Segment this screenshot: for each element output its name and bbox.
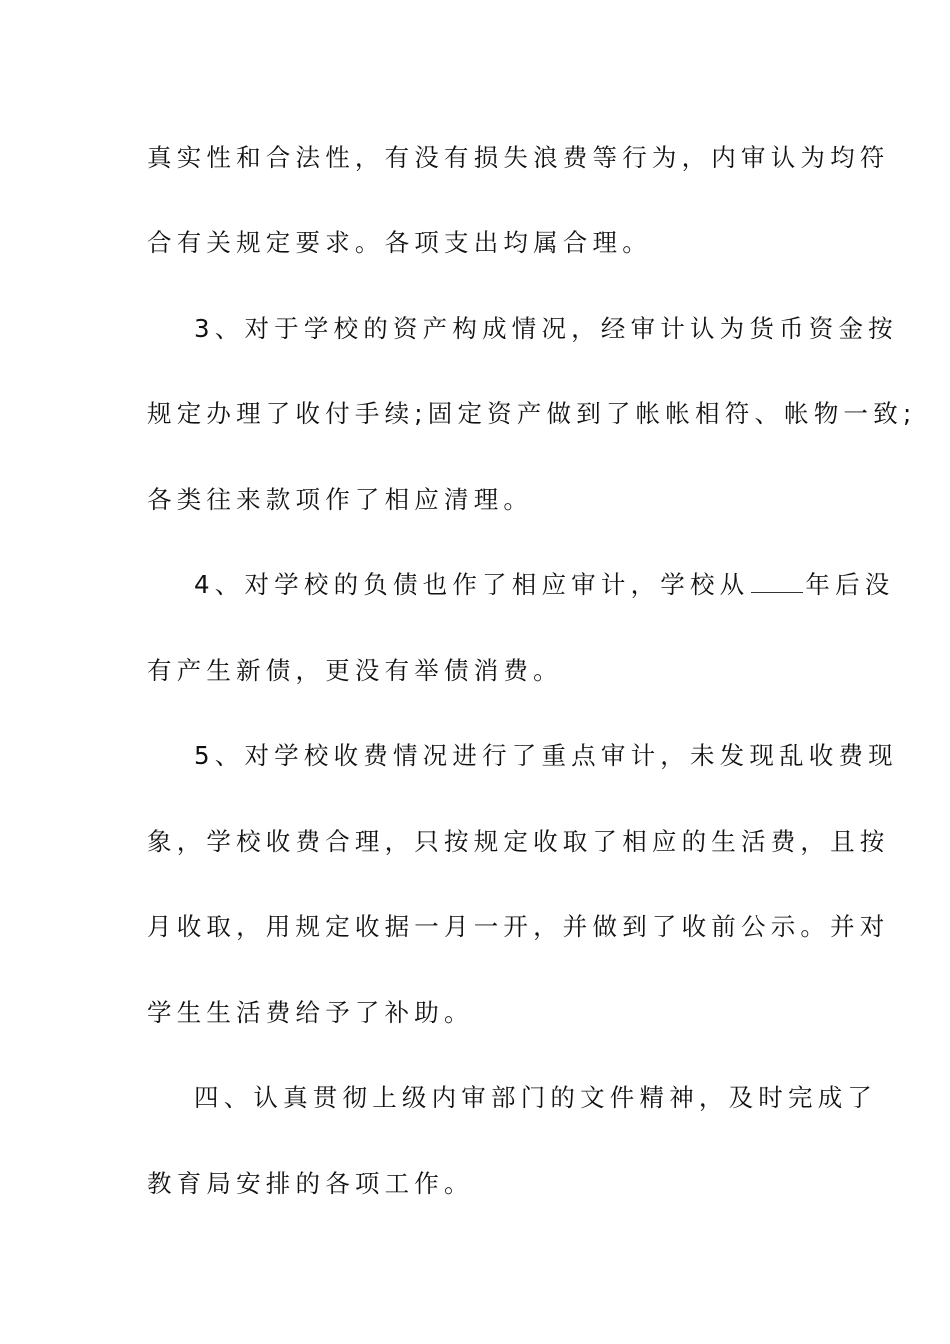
paragraph-line: 学生生活费给予了补助。: [147, 998, 474, 1027]
paragraph-line: 有产生新债，更没有举债消费。: [147, 656, 563, 685]
paragraph-line: 各类往来款项作了相应清理。: [147, 485, 534, 514]
line-text-after-blank: 年后没: [805, 570, 895, 599]
paragraph-line: 规定办理了收付手续;固定资产做到了帐帐相符、帐物一致;: [147, 399, 917, 428]
paragraph-line-with-blank: [194, 570, 895, 600]
paragraph-line: 5、对学校收费情况进行了重点审计，未发现乱收费现: [194, 741, 898, 770]
paragraph-line: 月收取，用规定收据一月一开，并做到了收前公示。并对: [147, 912, 890, 941]
line-text-before-blank: 4、对学校的负债也作了相应审计，学校从: [194, 570, 750, 599]
fill-in-blank: [751, 574, 803, 593]
paragraph-line: 3、对于学校的资产构成情况，经审计认为货币资金按: [194, 314, 898, 343]
paragraph-line: 象，学校收费合理，只按规定收取了相应的生活费，且按: [147, 827, 890, 856]
paragraph-line: 合有关规定要求。各项支出均属合理。: [147, 228, 652, 257]
paragraph-line: 四、认真贯彻上级内审部门的文件精神，及时完成了: [194, 1083, 878, 1112]
paragraph-line: 教育局安排的各项工作。: [147, 1169, 474, 1198]
paragraph-line: 真实性和合法性，有没有损失浪费等行为，内审认为均符: [147, 143, 890, 172]
